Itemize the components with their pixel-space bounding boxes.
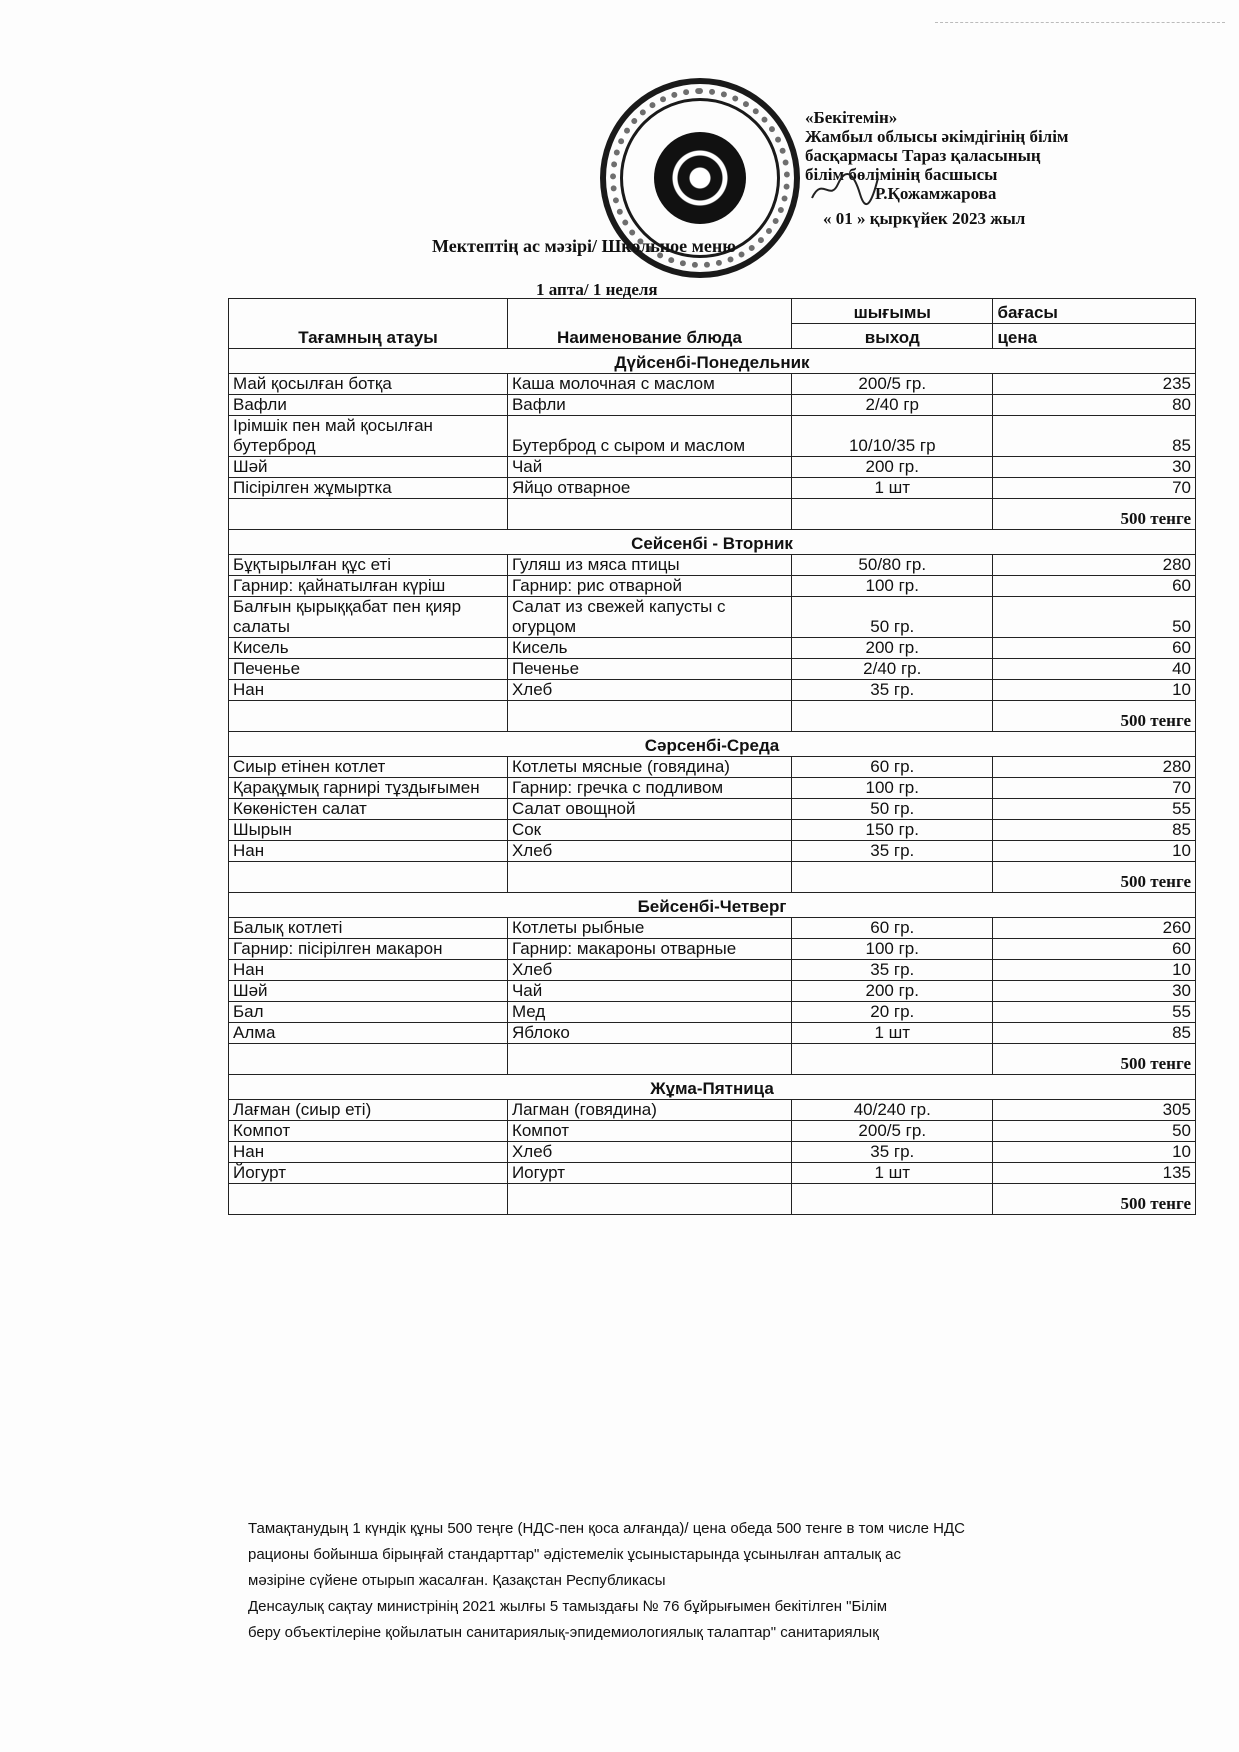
dish-price: 235 (993, 374, 1196, 395)
dish-name-kz: Компот (229, 1121, 508, 1142)
dish-output: 200/5 гр. (792, 1121, 993, 1142)
menu-item-row (229, 680, 1196, 701)
dish-price: 60 (993, 638, 1196, 659)
dish-output: 100 гр. (792, 939, 993, 960)
dish-output: 1 шт (792, 478, 993, 499)
dish-price: 40 (993, 659, 1196, 680)
menu-item-row (229, 395, 1196, 416)
dish-price: 60 (993, 939, 1196, 960)
dish-name-ru: Чай (507, 457, 791, 478)
menu-item-row (229, 1002, 1196, 1023)
header-price-kz: бағасы (993, 299, 1196, 324)
menu-item-row (229, 576, 1196, 597)
dish-output: 35 гр. (792, 1142, 993, 1163)
dish-name-kz: Йогурт (229, 1163, 508, 1184)
dish-name-ru: Хлеб (507, 841, 791, 862)
menu-item-row (229, 778, 1196, 799)
day-heading: Сейсенбі - Вторник (229, 530, 1196, 555)
menu-item-row (229, 1100, 1196, 1121)
dish-output: 200 гр. (792, 457, 993, 478)
week-label: 1 апта/ 1 неделя (536, 280, 658, 299)
header-output-ru: выход (792, 324, 993, 349)
dish-output: 2/40 гр. (792, 659, 993, 680)
dish-price: 10 (993, 960, 1196, 981)
dish-price: 80 (993, 395, 1196, 416)
day-row (229, 893, 1196, 918)
dish-name-kz: Ірімшік пен май қосылған бутерброд (229, 416, 508, 457)
day-row (229, 1075, 1196, 1100)
day-total: 500 тенге (993, 1184, 1196, 1215)
day-row (229, 732, 1196, 757)
emblem-icon (654, 132, 746, 224)
dish-price: 30 (993, 457, 1196, 478)
dish-output: 35 гр. (792, 680, 993, 701)
footer-line: Тамақтанудың 1 күндік құны 500 теңге (НДС-пен қоса алғанда)/ цена обеда 500 тенге в том числе НДС (248, 1520, 965, 1537)
menu-item-row (229, 960, 1196, 981)
dish-name-ru: Яблоко (507, 1023, 791, 1044)
menu-item-row (229, 374, 1196, 395)
day-heading: Сәрсенбі-Среда (229, 732, 1196, 757)
dish-name-kz: Кисель (229, 638, 508, 659)
approval-signer: Р.Қожамжарова (875, 184, 997, 203)
day-total: 500 тенге (993, 499, 1196, 530)
menu-item-row (229, 597, 1196, 638)
dish-output: 100 гр. (792, 576, 993, 597)
dish-name-ru: Хлеб (507, 1142, 791, 1163)
dish-output: 1 шт (792, 1023, 993, 1044)
scan-edge-line (935, 22, 1225, 23)
day-total-row (229, 499, 1196, 530)
dish-name-ru: Гарнир: гречка с подливом (507, 778, 791, 799)
menu-item-row (229, 981, 1196, 1002)
dish-name-ru: Лагман (говядина) (507, 1100, 791, 1121)
dish-price: 85 (993, 416, 1196, 457)
footer-line: беру объектілеріне қойылатын санитариялық-эпидемиологиялық талаптар" санитариялық (248, 1624, 879, 1641)
menu-item-row (229, 659, 1196, 680)
approval-line: Жамбыл облысы әкімдігінің білім (805, 127, 1069, 146)
dish-name-ru: Котлеты мясные (говядина) (507, 757, 791, 778)
dish-name-ru: Гуляш из мяса птицы (507, 555, 791, 576)
dish-name-ru: Кисель (507, 638, 791, 659)
dish-output: 20 гр. (792, 1002, 993, 1023)
footer-notes (248, 1516, 1128, 1646)
footer-line: рационы бойынша бірыңғай стандарттар" әдістемелік ұсыныстарында ұсынылған апталық ас (248, 1546, 902, 1563)
dish-price: 50 (993, 1121, 1196, 1142)
dish-name-kz: Алма (229, 1023, 508, 1044)
dish-name-ru: Каша молочная с маслом (507, 374, 791, 395)
dish-price: 135 (993, 1163, 1196, 1184)
footer-line: мәзіріне сүйене отырып жасалған. Қазақстан Республикасы (248, 1572, 666, 1589)
dish-name-ru: Чай (507, 981, 791, 1002)
dish-price: 85 (993, 1023, 1196, 1044)
approval-line: басқармасы Тараз қаласының (805, 146, 1041, 165)
dish-name-ru: Сок (507, 820, 791, 841)
menu-item-row (229, 478, 1196, 499)
dish-name-kz: Нан (229, 960, 508, 981)
handwritten-signature (810, 172, 880, 206)
dish-name-kz: Нан (229, 841, 508, 862)
day-row (229, 530, 1196, 555)
menu-item-row (229, 757, 1196, 778)
dish-price: 260 (993, 918, 1196, 939)
dish-output: 150 гр. (792, 820, 993, 841)
dish-price: 280 (993, 757, 1196, 778)
dish-name-kz: Вафли (229, 395, 508, 416)
dish-price: 55 (993, 799, 1196, 820)
dish-output: 60 гр. (792, 757, 993, 778)
dish-name-ru: Вафли (507, 395, 791, 416)
header-row (229, 299, 1196, 324)
menu-item-row (229, 555, 1196, 576)
dish-output: 35 гр. (792, 841, 993, 862)
dish-output: 1 шт (792, 1163, 993, 1184)
dish-name-ru: Хлеб (507, 960, 791, 981)
dish-output: 200 гр. (792, 638, 993, 659)
menu-item-row (229, 799, 1196, 820)
dish-name-ru: Котлеты рыбные (507, 918, 791, 939)
dish-output: 200 гр. (792, 981, 993, 1002)
header-price-ru: цена (993, 324, 1196, 349)
dish-output: 100 гр. (792, 778, 993, 799)
day-total-row (229, 862, 1196, 893)
dish-name-kz: Қарақұмық гарнирі тұздығымен (229, 778, 508, 799)
dish-output: 50 гр. (792, 799, 993, 820)
day-total: 500 тенге (993, 862, 1196, 893)
menu-item-row (229, 820, 1196, 841)
dish-name-ru: Иогурт (507, 1163, 791, 1184)
header-name-kz: Тағамның атауы (229, 299, 508, 349)
dish-price: 305 (993, 1100, 1196, 1121)
menu-item-row (229, 1142, 1196, 1163)
dish-name-kz: Көкөністен салат (229, 799, 508, 820)
dish-price: 10 (993, 1142, 1196, 1163)
dish-name-kz: Шәй (229, 981, 508, 1002)
approval-line: «Бекітемін» (805, 108, 898, 127)
dish-name-kz: Печенье (229, 659, 508, 680)
day-total-row (229, 701, 1196, 732)
page-title: Мектептің ас мәзірі/ Школьное меню (432, 236, 737, 256)
dish-name-kz: Сиыр етінен котлет (229, 757, 508, 778)
dish-output: 35 гр. (792, 960, 993, 981)
menu-item-row (229, 939, 1196, 960)
dish-output: 200/5 гр. (792, 374, 993, 395)
dish-output: 2/40 гр (792, 395, 993, 416)
approval-block (805, 108, 1069, 228)
dish-name-kz: Май қосылған ботқа (229, 374, 508, 395)
dish-name-kz: Гарнир: қайнатылған күріш (229, 576, 508, 597)
dish-name-kz: Нан (229, 680, 508, 701)
dish-price: 55 (993, 1002, 1196, 1023)
day-row (229, 349, 1196, 374)
dish-name-kz: Гарнир: пісірілген макарон (229, 939, 508, 960)
day-total-row (229, 1044, 1196, 1075)
approval-line: білім бөлімінің басшысы (805, 165, 998, 184)
dish-name-kz: Балғын қырыққабат пен қияр салаты (229, 597, 508, 638)
dish-name-kz: Пісірілген жұмыртка (229, 478, 508, 499)
dish-name-kz: Бал (229, 1002, 508, 1023)
dish-name-kz: Балық котлеті (229, 918, 508, 939)
dish-name-ru: Гарнир: рис отварной (507, 576, 791, 597)
dish-output: 50/80 гр. (792, 555, 993, 576)
dish-price: 280 (993, 555, 1196, 576)
menu-item-row (229, 416, 1196, 457)
dish-name-ru: Салат овощной (507, 799, 791, 820)
dish-output: 50 гр. (792, 597, 993, 638)
dish-name-kz: Шәй (229, 457, 508, 478)
dish-name-ru: Хлеб (507, 680, 791, 701)
footer-line: Денсаулық сақтау министрінің 2021 жылғы 5 тамыздағы № 76 бұйрығымен бекітілген "Білім (248, 1598, 888, 1615)
dish-name-ru: Печенье (507, 659, 791, 680)
menu-item-row (229, 841, 1196, 862)
menu-item-row (229, 918, 1196, 939)
dish-price: 70 (993, 778, 1196, 799)
menu-item-row (229, 457, 1196, 478)
day-total-row (229, 1184, 1196, 1215)
dish-name-ru: Гарнир: макароны отварные (507, 939, 791, 960)
dish-price: 30 (993, 981, 1196, 1002)
menu-item-row (229, 1121, 1196, 1142)
day-heading: Дүйсенбі-Понедельник (229, 349, 1196, 374)
dish-name-ru: Компот (507, 1121, 791, 1142)
dish-price: 50 (993, 597, 1196, 638)
dish-name-ru: Бутерброд с сыром и маслом (507, 416, 791, 457)
day-heading: Жұма-Пятница (229, 1075, 1196, 1100)
menu-item-row (229, 1163, 1196, 1184)
dish-price: 60 (993, 576, 1196, 597)
day-heading: Бейсенбі-Четверг (229, 893, 1196, 918)
dish-price: 10 (993, 680, 1196, 701)
dish-name-kz: Лағман (сиыр еті) (229, 1100, 508, 1121)
header-name-ru: Наименование блюда (507, 299, 791, 349)
dish-price: 85 (993, 820, 1196, 841)
header-output-kz: шығымы (792, 299, 993, 324)
dish-output: 60 гр. (792, 918, 993, 939)
dish-name-ru: Мед (507, 1002, 791, 1023)
menu-body (229, 349, 1196, 1215)
dish-name-kz: Шырын (229, 820, 508, 841)
menu-item-row (229, 638, 1196, 659)
dish-name-ru: Салат из свежей капусты с огурцом (507, 597, 791, 638)
dish-output: 10/10/35 гр (792, 416, 993, 457)
dish-name-ru: Яйцо отварное (507, 478, 791, 499)
dish-price: 70 (993, 478, 1196, 499)
menu-table (228, 298, 1196, 1215)
menu-item-row (229, 1023, 1196, 1044)
dish-name-kz: Нан (229, 1142, 508, 1163)
day-total: 500 тенге (993, 701, 1196, 732)
day-total: 500 тенге (993, 1044, 1196, 1075)
dish-output: 40/240 гр. (792, 1100, 993, 1121)
dish-price: 10 (993, 841, 1196, 862)
dish-name-kz: Бұқтырылған құс еті (229, 555, 508, 576)
approval-date: « 01 » қыркүйек 2023 жыл (823, 209, 1026, 228)
